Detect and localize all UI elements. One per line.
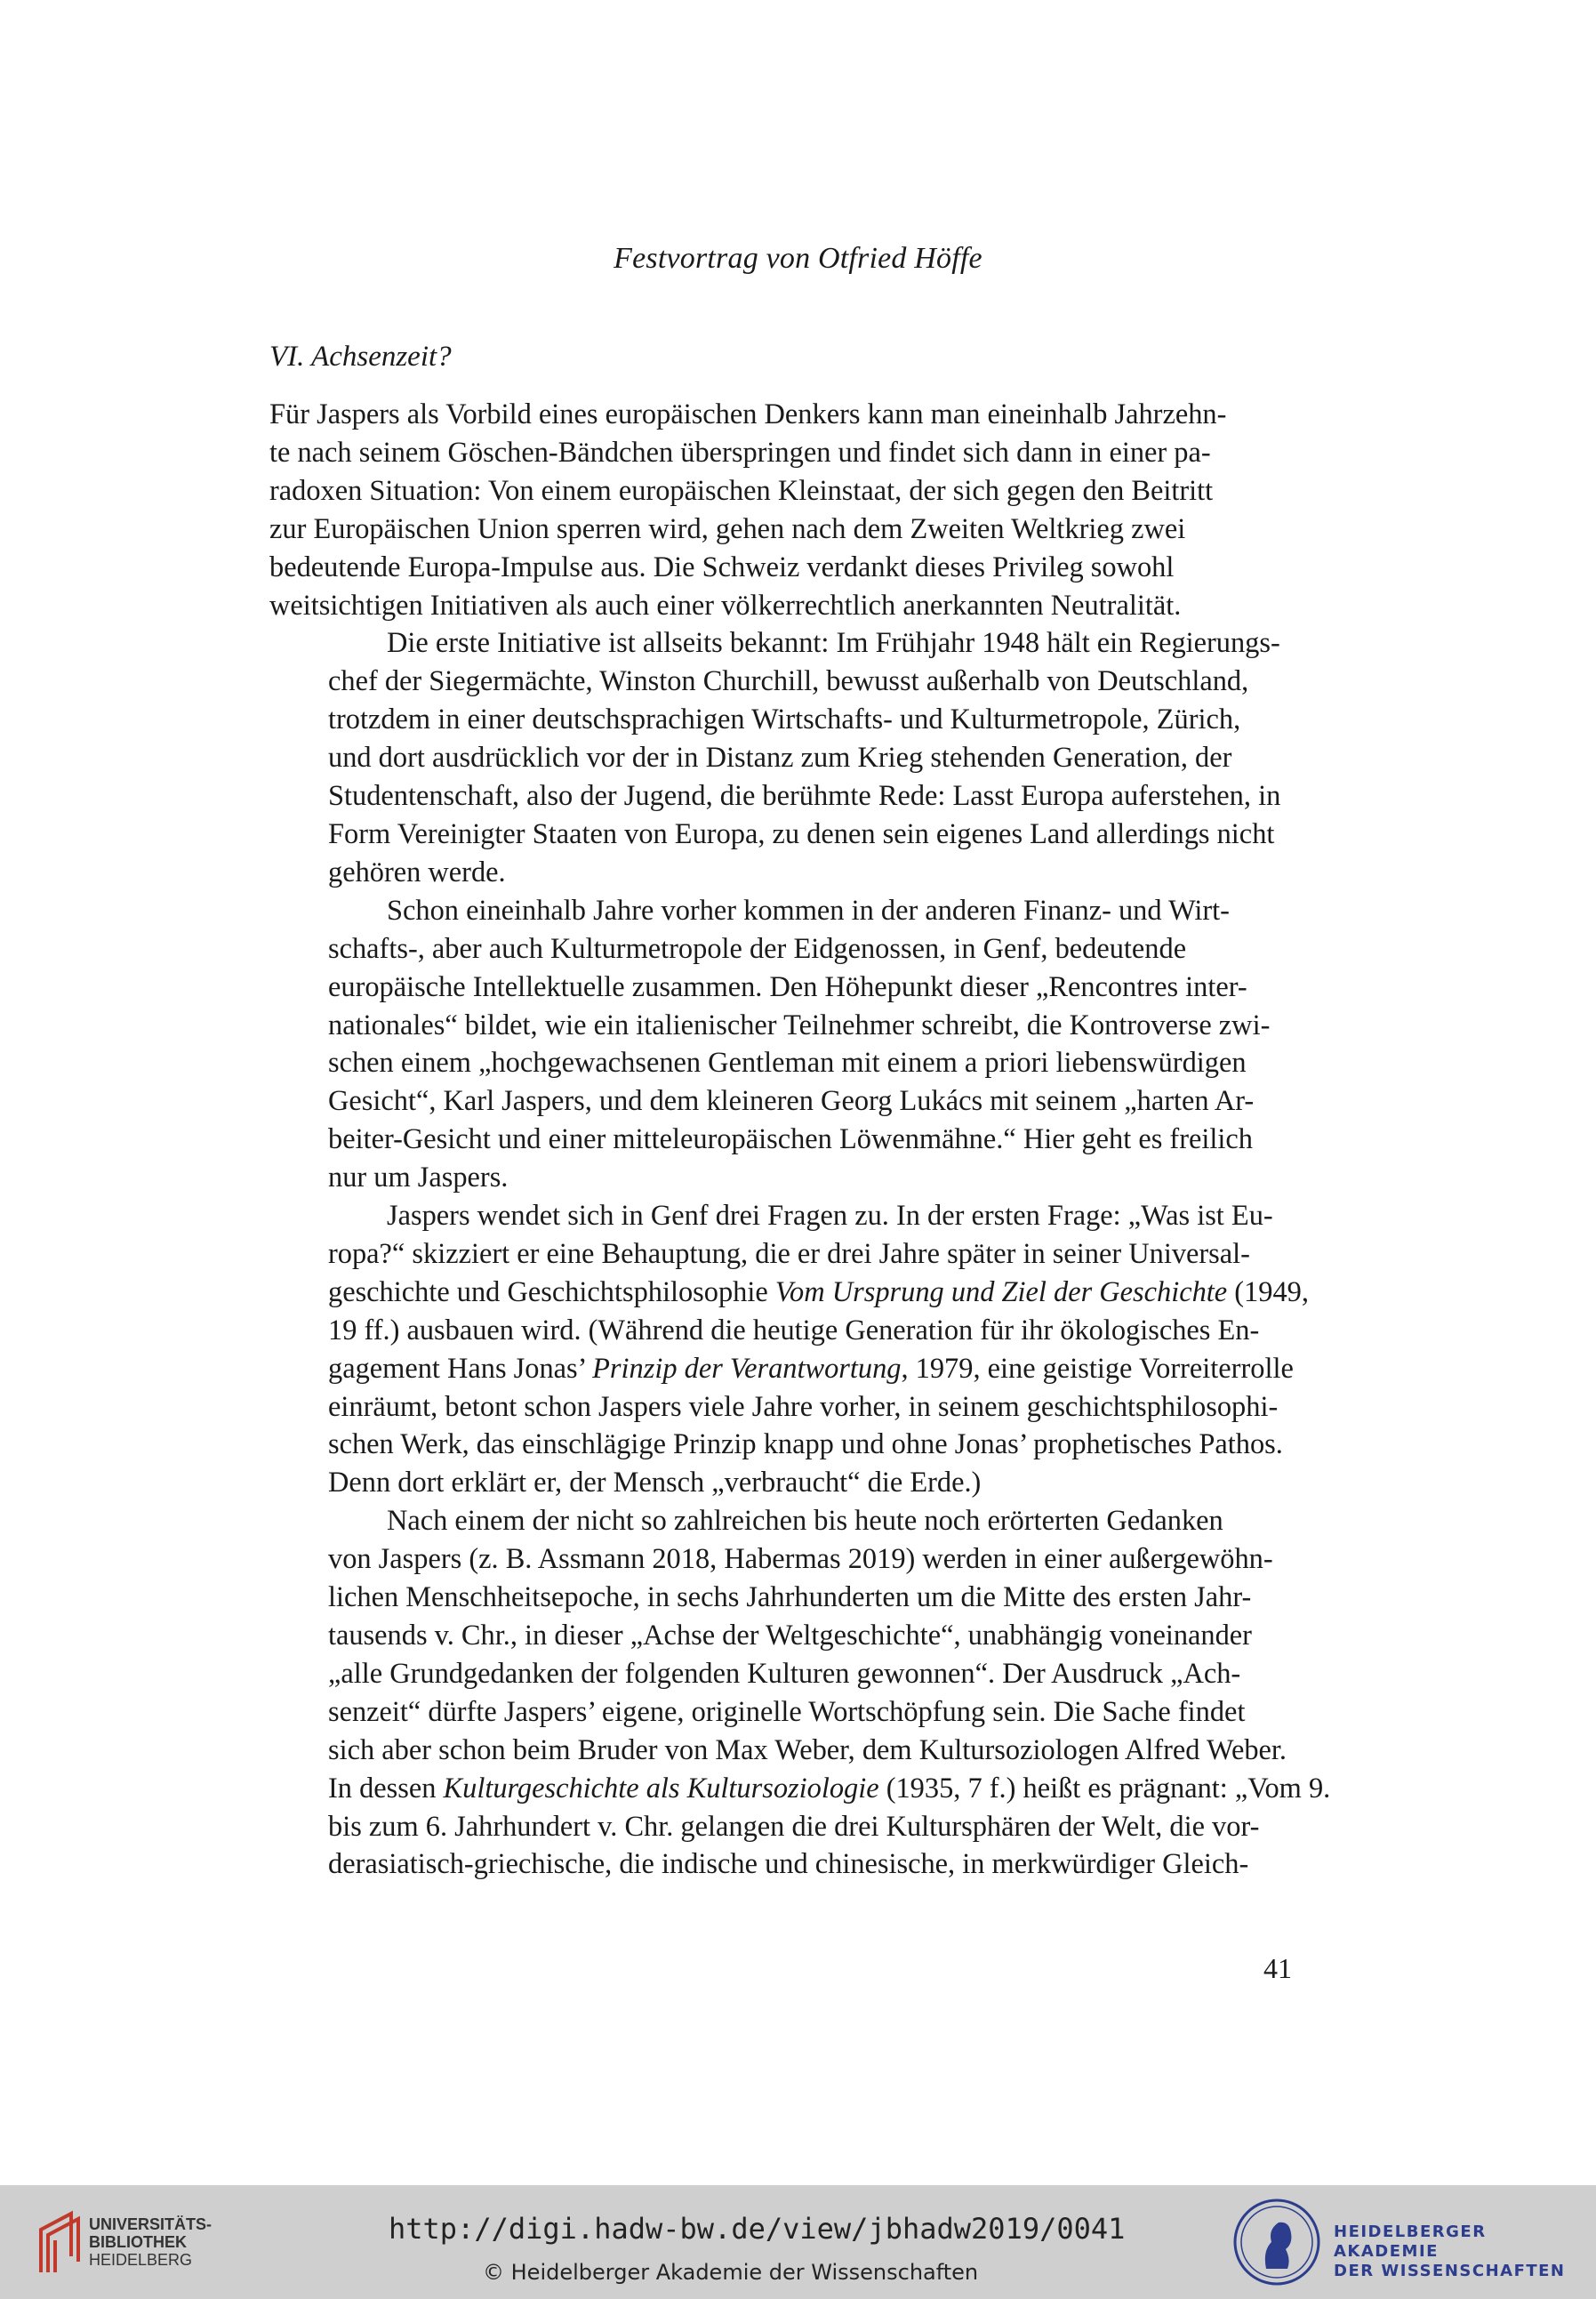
text-line: Die erste Initiative ist allseits bekannt: Im Frühjahr 1948 hält ein Regierungs- (387, 627, 1280, 660)
university-library-name[interactable] (89, 2215, 212, 2269)
italic-title: Prinzip der Verantwortung (592, 1352, 902, 1385)
ub-name-line-2: BIBLIOTHEK (89, 2233, 187, 2251)
paragraph (269, 1502, 1331, 1884)
text-line: trotzdem in einer deutschsprachigen Wirtschafts- und Kulturmetropole, Zürich, (328, 703, 1241, 736)
text-line: derasiatisch-griechische, die indische und chinesische, in merkwürdiger Gleich- (328, 1848, 1249, 1881)
text-line: Nach einem der nicht so zahlreichen bis heute noch erörterten Gedanken (387, 1505, 1223, 1538)
italic-title: Vom Ursprung und Ziel der Geschichte (774, 1275, 1228, 1308)
academy-seal-icon[interactable] (1232, 2198, 1321, 2287)
paragraph (269, 624, 1292, 891)
text-line: Studentenschaft, also der Jugend, die berühmte Rede: Lasst Europa auferstehen, in (328, 780, 1281, 813)
text-line: bis zum 6. Jahrhundert v. Chr. gelangen die drei Kultursphären der Welt, die vor- (328, 1810, 1260, 1843)
permalink-url[interactable]: http://digi.hadw-bw.de/view/jbhadw2019/0041 (389, 2212, 1126, 2246)
text-line: einräumt, betont schon Jaspers viele Jahre vorher, in seinem geschichtsphilosophi- (328, 1390, 1279, 1423)
text-line: Schon eineinhalb Jahre vorher kommen in der anderen Finanz- und Wirt- (387, 894, 1230, 927)
text-line: senzeit“ dürfte Jaspers’ eigene, originelle Wortschöpfung sein. Die Sache findet (328, 1695, 1246, 1728)
text-line: Gesicht“, Karl Jaspers, und dem kleineren Georg Lukács mit seinem „harten Ar- (328, 1085, 1255, 1118)
footer-bar (0, 2185, 1596, 2299)
text-line: tausends v. Chr., in dieser „Achse der Weltgeschichte“, unabhängig voneinander (328, 1620, 1252, 1652)
text-line: „alle Grundgedanken der folgenden Kulturen gewonnen“. Der Ausdruck „Ach- (328, 1657, 1241, 1690)
italic-title: Kulturgeschichte als Kultursoziologie (443, 1772, 879, 1805)
university-library-logo-icon[interactable] (36, 2210, 84, 2276)
body-text (269, 396, 1331, 1884)
text-line: gagement Hans Jonas’ Prinzip der Verantwortung, 1979, eine geistige Vorreiterrolle (328, 1352, 1294, 1385)
text-line: von Jaspers (z. B. Assmann 2018, Habermas 2019) werden in einer außergewöhn- (328, 1543, 1273, 1576)
text-line: schafts-, aber auch Kulturmetropole der Eidgenossen, in Genf, bedeutende (328, 932, 1187, 965)
paragraph (269, 396, 1292, 624)
paragraph (269, 892, 1292, 1197)
text-line: te nach seinem Göschen-Bändchen überspringen und findet sich dann in einer pa- (269, 436, 1211, 469)
text-line: weitsichtigen Initiativen als auch einer völkerrechtlich anerkannten Neutralität. (269, 589, 1182, 622)
text-line: Denn dort erklärt er, der Mensch „verbraucht“ die Erde.) (328, 1467, 982, 1499)
running-head: Festvortrag von Otfried Höffe (614, 242, 982, 275)
text-line: Form Vereinigter Staaten von Europa, zu denen sein eigenes Land allerdings nicht (328, 817, 1275, 850)
copyright-notice: © Heidelberger Akademie der Wissenschaften (483, 2260, 979, 2285)
text-line: schen Werk, das einschlägige Prinzip knapp und ohne Jonas’ prophetisches Pathos. (328, 1428, 1283, 1461)
section-heading: VI. Achsenzeit? (269, 341, 452, 373)
text-line: zur Europäischen Union sperren wird, gehen nach dem Zweiten Weltkrieg zwei (269, 512, 1186, 545)
academy-name-line-1: HEIDELBERGER AKADEMIE (1334, 2223, 1487, 2261)
ub-name-line-3: HEIDELBERG (89, 2251, 193, 2269)
academy-name-line-2: DER WISSENSCHAFTEN (1334, 2262, 1566, 2280)
text-line: Für Jaspers als Vorbild eines europäischen Denkers kann man eineinhalb Jahrzehn- (269, 398, 1227, 430)
text-line: nur um Jaspers. (328, 1162, 509, 1194)
ub-name-line-1: UNIVERSITÄTS- (89, 2215, 213, 2233)
text-line: nationales“ bildet, wie ein italienischer Teilnehmer schreibt, die Kontroverse zwi- (328, 1009, 1271, 1041)
text-line: sich aber schon beim Bruder von Max Weber, dem Kultursoziologen Alfred Weber. (328, 1733, 1287, 1766)
text-line: schen einem „hochgewachsenen Gentleman mit einem a priori liebenswürdigen (328, 1047, 1247, 1080)
text-line: Jaspers wendet sich in Genf drei Fragen zu. In der ersten Frage: „Was ist Eu- (387, 1200, 1273, 1233)
text-line: und dort ausdrücklich vor der in Distanz zum Krieg stehenden Generation, der (328, 742, 1232, 775)
text-line: beiter-Gesicht und einer mitteleuropäischen Löwenmähne.“ Hier geht es freilich (328, 1123, 1253, 1156)
text-line: europäische Intellektuelle zusammen. Den Höhepunkt dieser „Rencontres inter- (328, 970, 1247, 1003)
paragraph (269, 1197, 1309, 1502)
text-line: 19 ff.) ausbauen wird. (Während die heutige Generation für ihr ökologisches En- (328, 1314, 1260, 1346)
academy-name[interactable] (1334, 2223, 1596, 2281)
text-line: radoxen Situation: Von einem europäischen Kleinstaat, der sich gegen den Beitritt (269, 474, 1214, 507)
text-line: chef der Siegermächte, Winston Churchill, bewusst außerhalb von Deutschland, (328, 665, 1249, 698)
text-line: In dessen Kulturgeschichte als Kultursoziologie (1935, 7 f.) heißt es prägnant: „Vom 9. (328, 1772, 1331, 1805)
page-number: 41 (1263, 1952, 1292, 1984)
text-line: ropa?“ skizziert er eine Behauptung, die er drei Jahre später in seiner Universal- (328, 1237, 1250, 1270)
text-line: bedeutende Europa-Impulse aus. Die Schweiz verdankt dieses Privileg sowohl (269, 551, 1175, 583)
text-line: lichen Menschheitsepoche, in sechs Jahrhunderten um die Mitte des ersten Jahr- (328, 1581, 1252, 1614)
text-line: gehören werde. (328, 856, 506, 888)
text-line: geschichte und Geschichtsphilosophie Vom Ursprung und Ziel der Geschichte (1949, (328, 1275, 1309, 1308)
